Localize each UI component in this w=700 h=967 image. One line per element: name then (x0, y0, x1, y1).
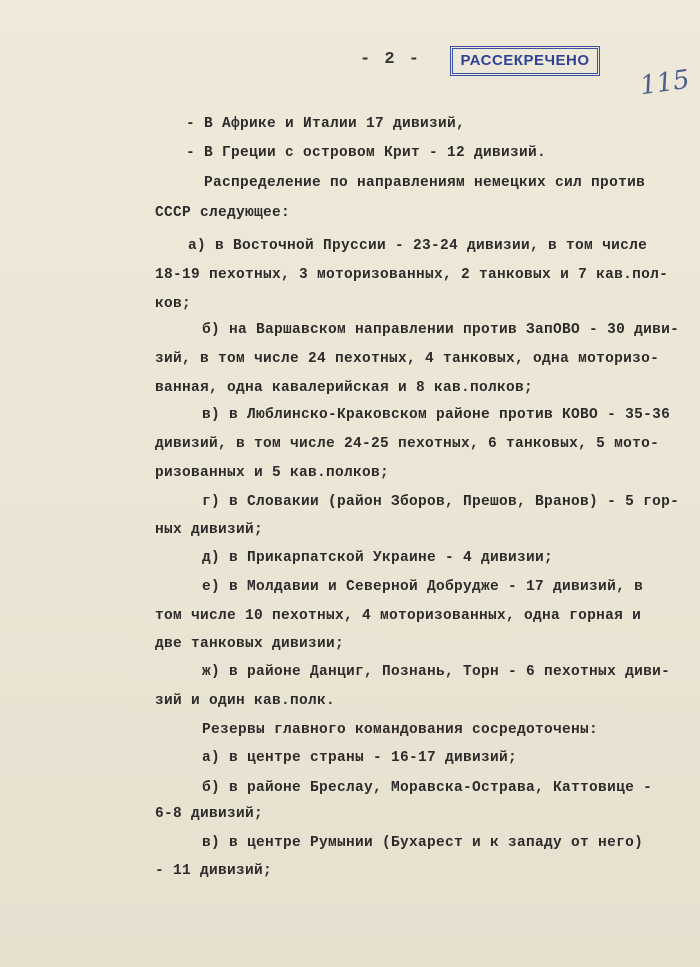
text-line: б) на Варшавском направлении против ЗапОВО - 30 диви- (202, 322, 680, 338)
text-line: зий, в том числе 24 пехотных, 4 танковых, одна моторизо- (155, 351, 660, 367)
text-line: две танковых дивизии; (155, 636, 345, 652)
text-line: ков; (155, 296, 192, 312)
handwritten-folio-number: 115 (638, 64, 692, 102)
text-line: - 11 дивизий; (155, 863, 273, 879)
text-line: ных дивизий; (155, 522, 264, 538)
text-line: б) в районе Бреслау, Моравска-Острава, Каттовице - (202, 780, 653, 796)
text-line: 6-8 дивизий; (155, 806, 264, 822)
text-line: ризованных и 5 кав.полков; (155, 465, 390, 481)
text-line: - В Греции с островом Крит - 12 дивизий. (186, 145, 547, 161)
text-line: Резервы главного командования сосредоточены: (202, 722, 599, 738)
text-line: ж) в районе Данциг, Познань, Торн - 6 пехотных диви- (202, 664, 671, 680)
text-line: г) в Словакии (район Зборов, Прешов, Вранов) - 5 гор- (202, 494, 680, 510)
text-line: а) в центре страны - 16-17 дивизий; (202, 750, 518, 766)
declassified-stamp: РАССЕКРЕЧЕНО (450, 46, 600, 76)
text-line: - В Африке и Италии 17 дивизий, (186, 116, 466, 132)
text-line: дивизий, в том числе 24-25 пехотных, 6 танковых, 5 мото- (155, 436, 660, 452)
text-line: в) в Люблинско-Краковском районе против КОВО - 35-36 (202, 407, 671, 423)
page-header (0, 46, 700, 102)
text-line: Распределение по направлениям немецких сил против (204, 175, 646, 191)
text-line: 18-19 пехотных, 3 моторизованных, 2 танковых и 7 кав.пол- (155, 267, 669, 283)
text-line: том числе 10 пехотных, 4 моторизованных, одна горная и (155, 608, 642, 624)
text-line: в) в центре Румынии (Бухарест и к западу от него) (202, 835, 644, 851)
text-line: е) в Молдавии и Северной Добрудже - 17 дивизий, в (202, 579, 644, 595)
text-line: д) в Прикарпатской Украине - 4 дивизии; (202, 550, 554, 566)
text-line: зий и один кав.полк. (155, 693, 336, 709)
text-line: ванная, одна кавалерийская и 8 кав.полков; (155, 380, 534, 396)
page-number: - 2 - (360, 50, 422, 69)
text-line: а) в Восточной Пруссии - 23-24 дивизии, в том числе (188, 238, 648, 254)
text-line: СССР следующее: (155, 205, 291, 221)
